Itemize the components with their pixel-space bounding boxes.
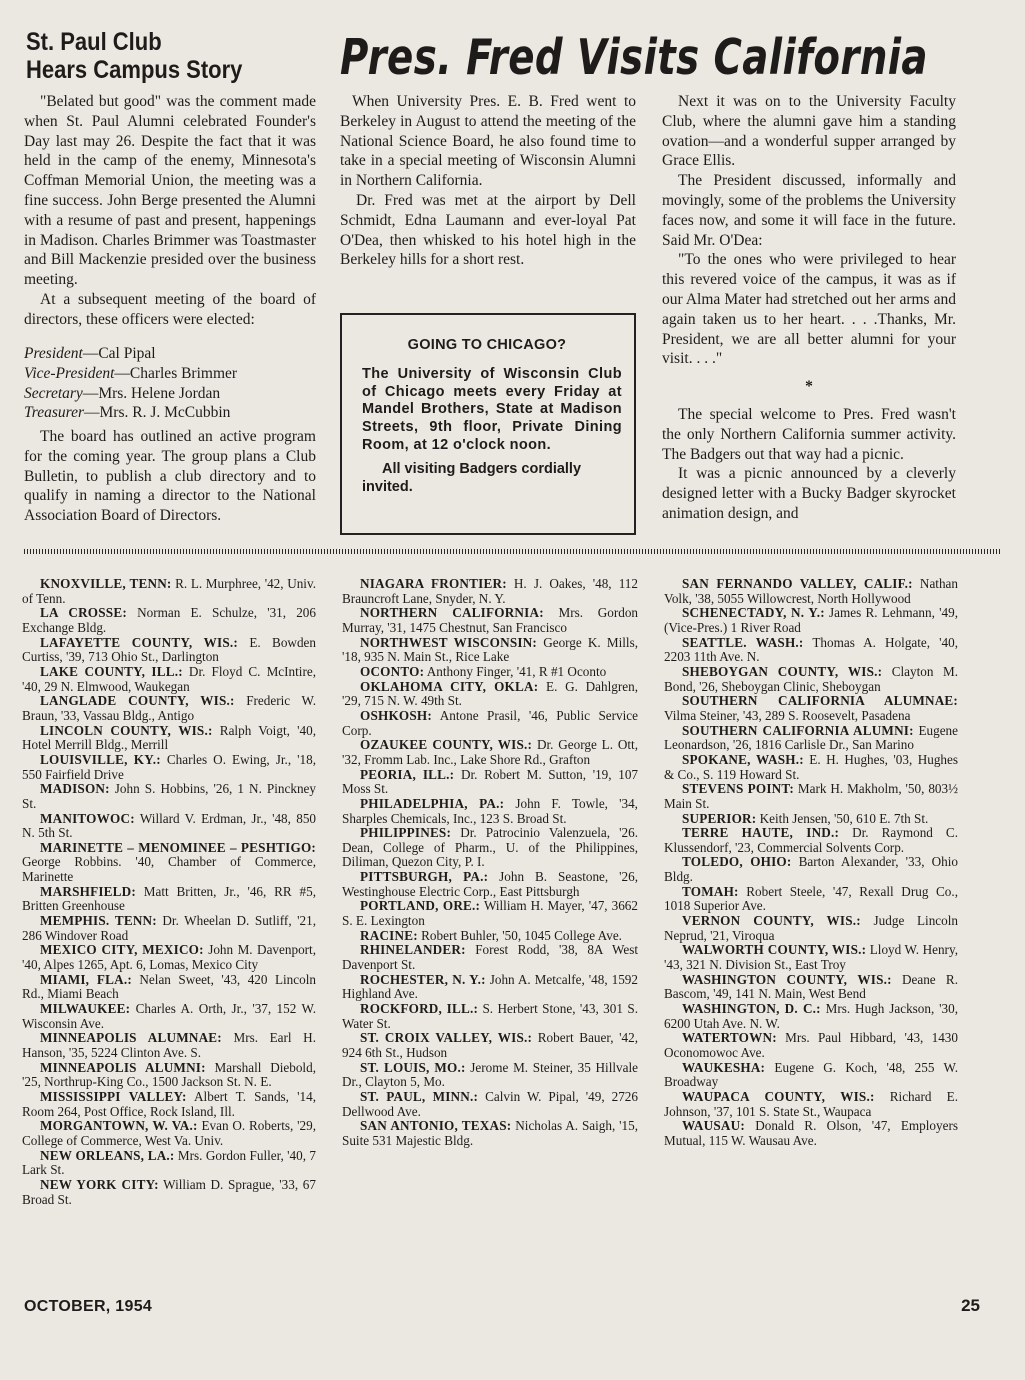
club-contact: Dr. Patrocinio Valenzuela, '26. Dean, College of Pharm., U. of the Philippines, Diliman, Quezon City, P. I. — [342, 825, 639, 870]
club-name: OCONTO: — [360, 663, 425, 679]
club-contact: E. H. Hughes, '03, Hughes & Co., S. 119 Howard St. — [664, 751, 958, 782]
club-name: MINNEAPOLIS ALUMNI: — [40, 1059, 206, 1075]
club-name: LAKE COUNTY, ILL.: — [40, 663, 183, 679]
directory-entry — [22, 812, 316, 841]
club-contact: George K. Mills, '18, 935 N. Main St., Rice Lake — [342, 634, 639, 665]
directory-entry — [342, 577, 638, 606]
club-name: SCHENECTADY, N. Y.: — [682, 605, 825, 621]
directory-entry — [664, 753, 958, 782]
club-name: MADISON: — [40, 781, 110, 797]
officer-name: Mrs. Helene Jordan — [98, 384, 221, 402]
club-contact: Mrs. Earl H. Hanson, '35, 5224 Clinton Ave. S. — [22, 1030, 316, 1060]
officer-name: Charles Brimmer — [129, 364, 238, 382]
club-contact: John M. Davenport, '40, Alpes 1265, Apt. 6, Lomas, Mexico City — [22, 942, 317, 973]
club-name: KNOXVILLE, TENN: — [40, 576, 172, 591]
officer-name: Mrs. R. J. McCubbin — [99, 404, 231, 422]
directory-entry — [664, 665, 958, 694]
club-name: OKLAHOMA CITY, OKLA: — [360, 678, 539, 694]
club-contact: John S. Hobbins, '26, 1 N. Pinckney St. — [22, 781, 317, 811]
directory-entry — [342, 665, 638, 680]
directory-entry — [22, 841, 316, 885]
left-paragraph: At a subsequent meeting of the board of directors, these officers were elected: — [24, 290, 316, 328]
directory-entry — [664, 694, 958, 723]
club-contact: John A. Metcalfe, '48, 1592 Highland Ave. — [342, 971, 638, 1002]
directory-entry — [664, 855, 958, 884]
club-contact: Deane R. Bascom, '49, 141 N. Main, West Bend — [664, 971, 959, 1002]
officer-line: Secretary—Mrs. Helene Jordan — [24, 384, 221, 402]
club-name: WALWORTH COUNTY, WIS.: — [682, 942, 867, 958]
club-name: MORGANTOWN, W. VA.: — [40, 1118, 198, 1134]
main-paragraph: The President discussed, informally and movingly, some of the problems the University faces now, and some it will face in the future. Said Mr. O'Dea: — [662, 172, 956, 249]
club-contact: H. J. Oakes, '48, 112 Brauncroft Lane, Snyder, N. Y. — [342, 576, 638, 606]
club-name: MEXICO CITY, MEXICO: — [40, 942, 204, 958]
officer-line: Vice-President—Charles Brimmer — [24, 364, 238, 382]
main-paragraph: It was a picnic announced by a cleverly designed letter with a Bucky Badger skyrocket animation design, and — [662, 465, 956, 522]
directory-entry — [22, 636, 316, 665]
club-contact: Nelan Sweet, '43, 420 Lincoln Rd., Miami Beach — [22, 971, 316, 1002]
directory-entry — [664, 1031, 958, 1060]
club-contact: Clayton M. Bond, '26, Sheboygan Clinic, Sheboygan — [664, 663, 958, 694]
club-name: TOMAH: — [682, 883, 739, 899]
main-quote: "To the ones who were privileged to hear this revered voice of the campus, it was as if our Alma Mater had stretched out her arms and again taken us to her heart. . . .Thanks, Mr. President, we are all better alumni for your visit. . . ." — [662, 251, 956, 368]
officers-list — [24, 344, 316, 423]
main-paragraph: When University Pres. E. B. Fred went to Berkeley in August to attend the meeting of the National Science Board, he also found time to take in a special meeting of Wisconsin Alumni in Northern California. — [340, 93, 636, 190]
club-contact: James R. Lehmann, '49, (Vice-Pres.) 1 River Road — [664, 605, 959, 635]
club-contact: Charles A. Orth, Jr., '37, 152 W. Wisconsin Ave. — [22, 1001, 317, 1031]
box-body: The University of Wisconsin Club of Chicago meets every Friday at Mandel Brothers, State at Madison Streets, 9th floor, Private Dining Room, at 12 o'clock noon. — [362, 365, 622, 453]
directory-entry — [342, 797, 638, 826]
club-name: WASHINGTON COUNTY, WIS.: — [682, 971, 892, 987]
directory-entry — [664, 1119, 958, 1148]
directory-entry — [342, 943, 638, 972]
section-divider — [24, 549, 1000, 554]
club-name: SAN FERNANDO VALLEY, CALIF.: — [682, 576, 913, 591]
club-name: MARSHFIELD: — [40, 883, 136, 899]
club-name: LAFAYETTE COUNTY, WIS.: — [40, 634, 239, 650]
club-name: NORTHERN CALIFORNIA: — [360, 605, 544, 621]
directory-entry — [342, 1002, 638, 1031]
club-name: ST. CROIX VALLEY, WIS.: — [360, 1030, 533, 1046]
club-contact: Robert Steele, '47, Rexall Drug Co., 1018 Superior Ave. — [664, 883, 958, 914]
club-contact: Donald R. Olson, '47, Employers Mutual, 115 W. Wausau Ave. — [664, 1118, 958, 1148]
directory-entry — [664, 782, 958, 811]
club-contact: Jerome M. Steiner, 35 Hillvale Dr., Clayton 5, Mo. — [342, 1059, 638, 1090]
directory-entry — [664, 1090, 958, 1119]
directory-entry — [22, 694, 316, 723]
club-name: MARINETTE – MENOMINEE – PESHTIGO: — [40, 839, 316, 855]
club-contact: Albert T. Sands, '14, Room 264, Post Office, Rock Island, Ill. — [22, 1088, 316, 1119]
club-name: MILWAUKEE: — [40, 1001, 131, 1017]
left-article-body — [24, 92, 316, 330]
club-contact: Nathan Volk, '38, 5055 Willowcrest, North Hollywood — [664, 576, 959, 606]
club-name: VERNON COUNTY, WIS.: — [682, 913, 861, 929]
club-name: ST. LOUIS, MO.: — [360, 1059, 466, 1075]
club-contact: William D. Sprague, '33, 67 Broad St. — [22, 1176, 316, 1207]
club-contact: S. Herbert Stone, '43, 301 S. Water St. — [342, 1001, 638, 1031]
club-contact: Mrs. Gordon Murray, '31, 1475 Chestnut, San Francisco — [342, 605, 639, 635]
club-name: PITTSBURGH, PA.: — [360, 869, 489, 885]
club-contact: Barton Alexander, '33, Ohio Bldg. — [664, 854, 959, 885]
officer-title: Treasurer — [24, 404, 85, 422]
directory-entry — [342, 738, 638, 767]
directory-col1 — [22, 577, 316, 1207]
club-name: NIAGARA FRONTIER: — [360, 576, 507, 591]
directory-entry — [22, 782, 316, 811]
club-contact: Robert Buhler, '50, 1045 College Ave. — [421, 927, 622, 943]
left-headline — [26, 28, 242, 84]
directory-entry — [342, 606, 638, 635]
directory-entry — [22, 577, 316, 606]
club-contact: John F. Towle, '34, Sharples Chemicals, Inc., 123 S. Broad St. — [342, 795, 638, 826]
club-contact: Thomas A. Holgate, '40, 2203 11th Ave. N. — [664, 634, 959, 665]
club-contact: Dr. Floyd C. McIntire, '40, 29 N. Elmwood, Waukegan — [22, 663, 317, 694]
club-name: MEMPHIS. TENN: — [40, 913, 157, 929]
club-contact: Charles O. Ewing, Jr., '18, 550 Fairfield Drive — [22, 751, 316, 782]
club-contact: William H. Mayer, '47, 3662 S. E. Lexington — [342, 898, 638, 929]
club-contact: John B. Seastone, '26, Westinghouse Electric Corp., East Pittsburgh — [342, 869, 638, 899]
directory-entry — [22, 606, 316, 635]
main-col1 — [340, 92, 636, 270]
main-headline: Pres. Fred Visits California — [340, 29, 928, 86]
directory-entry — [22, 1002, 316, 1031]
left-headline-line1: St. Paul Club — [26, 28, 162, 56]
club-name: LA CROSSE: — [40, 605, 127, 621]
club-contact: Mark H. Makholm, '50, 803½ Main St. — [664, 781, 958, 811]
club-name: TOLEDO, OHIO: — [682, 854, 792, 870]
club-contact: Mrs. Paul Hibbard, '43, 1430 Oconomowoc Ave. — [664, 1030, 958, 1060]
club-contact: Richard E. Johnson, '37, 101 S. State St., Waupaca — [664, 1088, 958, 1119]
club-name: NEW YORK CITY: — [40, 1176, 159, 1192]
club-name: STEVENS POINT: — [682, 781, 794, 797]
directory-entry — [342, 1061, 638, 1090]
directory-entry — [664, 826, 958, 855]
directory-entry — [22, 1149, 316, 1178]
officer-line: Treasurer—Mrs. R. J. McCubbin — [24, 404, 231, 422]
directory-entry — [342, 826, 638, 870]
directory-entry — [342, 929, 638, 944]
officer-title: Vice-President — [24, 364, 115, 382]
club-contact: Frederic W. Braun, '33, Vassau Bldg., Antigo — [22, 693, 317, 723]
club-name: SOUTHERN CALIFORNIA ALUMNI: — [682, 722, 914, 738]
directory-entry — [664, 943, 958, 972]
directory-entry — [664, 577, 958, 606]
club-contact: Calvin W. Pipal, '49, 2726 Dellwood Ave. — [342, 1088, 638, 1119]
club-name: ROCKFORD, ILL.: — [360, 1001, 479, 1017]
directory-entry — [22, 1061, 316, 1090]
directory-entry — [664, 1061, 958, 1090]
club-contact: Mrs. Hugh Jackson, '30, 6200 Utah Ave. N. W. — [664, 1001, 959, 1031]
directory-entry — [22, 885, 316, 914]
directory-entry — [22, 753, 316, 782]
club-name: ST. PAUL, MINN.: — [360, 1088, 479, 1104]
club-contact: R. L. Murphree, '42, Univ. of Tenn. — [22, 576, 317, 606]
directory-entry — [664, 1002, 958, 1031]
club-name: WATERTOWN: — [682, 1030, 777, 1046]
directory-entry — [22, 724, 316, 753]
club-contact: Marshall Diebold, '25, Northrup-King Co., 1500 Jackson St. N. E. — [22, 1059, 316, 1090]
club-name: SAN ANTONIO, TEXAS: — [360, 1118, 512, 1134]
officer-title: President — [24, 345, 83, 362]
directory-entry — [22, 1031, 316, 1060]
club-name: LINCOLN COUNTY, WIS.: — [40, 722, 213, 738]
directory-entry — [22, 943, 316, 972]
directory-entry — [342, 709, 638, 738]
main-col2 — [662, 92, 956, 524]
directory-col2 — [342, 577, 638, 1149]
directory-entry — [664, 606, 958, 635]
club-name: WASHINGTON, D. C.: — [682, 1001, 821, 1017]
club-contact: Eugene G. Koch, '48, 255 W. Broadway — [664, 1059, 958, 1090]
club-contact: Willard V. Erdman, Jr., '48, 850 N. 5th St. — [22, 810, 317, 841]
club-contact: Dr. Wheelan D. Sutliff, '21, 286 Windover Road — [22, 913, 316, 943]
club-contact: Dr. Robert M. Sutton, '19, 107 Moss St. — [342, 766, 639, 797]
club-name: WAUKESHA: — [682, 1059, 766, 1075]
club-name: NEW ORLEANS, LA.: — [40, 1147, 175, 1163]
club-name: RACINE: — [360, 927, 418, 943]
directory-entry — [664, 973, 958, 1002]
directory-entry — [664, 885, 958, 914]
directory-entry — [664, 724, 958, 753]
club-contact: Forest Rodd, '38, 8A West Davenport St. — [342, 942, 638, 973]
club-name: MISSISSIPPI VALLEY: — [40, 1088, 187, 1104]
chicago-box — [340, 313, 636, 535]
club-name: WAUPACA COUNTY, WIS.: — [682, 1088, 875, 1104]
directory-entry — [342, 1031, 638, 1060]
directory-entry — [664, 812, 958, 827]
directory-entry — [342, 680, 638, 709]
club-contact: E. Bowden Curtiss, '39, 713 Ohio St., Darlington — [22, 634, 316, 665]
officer-name: Cal Pipal — [98, 345, 156, 362]
officer-line: President—Cal Pipal — [24, 345, 156, 362]
club-contact: Keith Jensen, '50, 610 E. 7th St. — [759, 810, 929, 826]
club-contact: Nicholas A. Saigh, '15, Suite 531 Majestic Bldg. — [342, 1118, 639, 1148]
directory-entry — [22, 973, 316, 1002]
directory-entry — [22, 914, 316, 943]
club-name: LOUISVILLE, KY.: — [40, 751, 161, 767]
club-contact: Dr. Raymond C. Klussendorf, '23, Commercial Solvents Corp. — [664, 825, 958, 855]
main-paragraph: The special welcome to Pres. Fred wasn't the only Northern California summer activity. The Badgers out that way had a picnic. — [662, 405, 956, 463]
club-contact: Matt Britten, Jr., '46, RR #5, Britten Greenhouse — [22, 883, 317, 914]
club-contact: Anthony Finger, '41, R #1 Oconto — [426, 663, 607, 679]
club-name: RHINELANDER: — [360, 942, 466, 958]
club-name: SPOKANE, WASH.: — [682, 751, 804, 767]
club-name: ROCHESTER, N. Y.: — [360, 971, 486, 987]
box-title: GOING TO CHICAGO? — [407, 337, 567, 353]
directory-entry — [342, 768, 638, 797]
box-footer: All visiting Badgers cordially invited. — [362, 460, 582, 495]
club-contact: Judge Lincoln Neprud, '21, Viroqua — [664, 913, 958, 943]
club-contact: Norman E. Schulze, '31, 206 Exchange Bldg. — [22, 605, 316, 635]
club-name: PHILIPPINES: — [360, 825, 452, 841]
club-name: WAUSAU: — [682, 1118, 745, 1134]
directory-entry — [342, 636, 638, 665]
club-contact: Dr. George L. Ott, '32, Fromm Lab. Inc., Lake Shore Rd., Grafton — [342, 737, 638, 767]
left-paragraph: "Belated but good" was the comment made when St. Paul Alumni celebrated Founder's Day last may 26. Despite the fact that it was held in the camp of the enemy, Minnesota's Coffman Memorial Union, the meeting was a fine success. John Berge presented the Alumni with a resume of past and present, happenings in Madison. Charles Brimmer was Toastmaster and Bill Mackenzie presided over the business meeting. — [24, 93, 316, 289]
club-contact: Lloyd W. Henry, '43, 321 N. Division St., East Troy — [664, 942, 958, 973]
club-name: MANITOWOC: — [40, 810, 135, 826]
left-headline-line2: Hears Campus Story — [26, 56, 243, 84]
club-name: OSHKOSH: — [360, 707, 432, 723]
directory-entry — [22, 665, 316, 694]
club-name: TERRE HAUTE, IND.: — [682, 825, 840, 841]
directory-entry — [342, 870, 638, 899]
club-contact: Robert Bauer, '42, 924 6th St., Hudson — [342, 1030, 639, 1060]
club-name: SOUTHERN CALIFORNIA ALUMNAE: — [682, 693, 958, 709]
directory-entry — [664, 636, 958, 665]
main-paragraph: Dr. Fred was met at the airport by Dell Schmidt, Edna Laumann and ever-loyal Pat O'Dea, then whisked to his hotel high in the Berkeley hills for a short rest. — [340, 191, 636, 269]
club-name: SUPERIOR: — [682, 810, 757, 826]
club-name: OZAUKEE COUNTY, WIS.: — [360, 737, 533, 753]
club-name: MIAMI, FLA.: — [40, 971, 132, 987]
club-contact: Vilma Steiner, '43, 289 S. Roosevelt, Pasadena — [664, 707, 911, 723]
directory-entry — [22, 1119, 316, 1148]
main-paragraph: Next it was on to the University Faculty Club, where the alumni gave him a standing ovation—and a wonderful supper arranged by Grace Ellis. — [662, 93, 956, 170]
section-separator: * — [805, 378, 813, 396]
directory-entry — [342, 973, 638, 1002]
club-name: MINNEAPOLIS ALUMNAE: — [40, 1030, 222, 1046]
left-paragraph: The board has outlined an active program for the coming year. The group plans a Club Bulletin, to publish a club directory and to qualify in naming a director to the National Association Board of Directors. — [24, 428, 316, 525]
club-contact: Antone Prasil, '46, Public Service Corp. — [342, 707, 638, 738]
directory-entry — [342, 1119, 638, 1148]
club-contact: Eugene Leonardson, '26, 1816 Carlisle Dr., San Marino — [664, 722, 958, 753]
club-contact: George Robbins. '40, Chamber of Commerce, Marinette — [22, 854, 316, 885]
club-name: PEORIA, ILL.: — [360, 766, 455, 782]
directory-col3 — [664, 577, 958, 1149]
club-contact: Ralph Voigt, '40, Hotel Merrill Bldg., Merrill — [22, 722, 316, 753]
issue-date: OCTOBER, 1954 — [24, 1298, 153, 1315]
club-name: SHEBOYGAN COUNTY, WIS.: — [682, 663, 883, 679]
club-contact: E. G. Dahlgren, '29, 715 N. W. 49th St. — [342, 678, 638, 709]
club-contact: Mrs. Gordon Fuller, '40, 7 Lark St. — [22, 1147, 317, 1178]
club-name: LANGLADE COUNTY, WIS.: — [40, 693, 235, 709]
directory-entry — [22, 1090, 316, 1119]
page-number: 25 — [961, 1296, 980, 1315]
club-name: PHILADELPHIA, PA.: — [360, 795, 505, 811]
directory-entry — [342, 1090, 638, 1119]
directory-entry — [22, 1178, 316, 1207]
club-name: PORTLAND, ORE.: — [360, 898, 481, 914]
directory-entry — [342, 899, 638, 928]
club-name: SEATTLE. WASH.: — [682, 634, 804, 650]
club-name: NORTHWEST WISCONSIN: — [360, 634, 538, 650]
club-contact: Evan O. Roberts, '29, College of Commerce, West Va. Univ. — [22, 1118, 316, 1148]
officer-title: Secretary — [24, 384, 83, 402]
directory-entry — [664, 914, 958, 943]
left-article-closing — [24, 427, 316, 526]
